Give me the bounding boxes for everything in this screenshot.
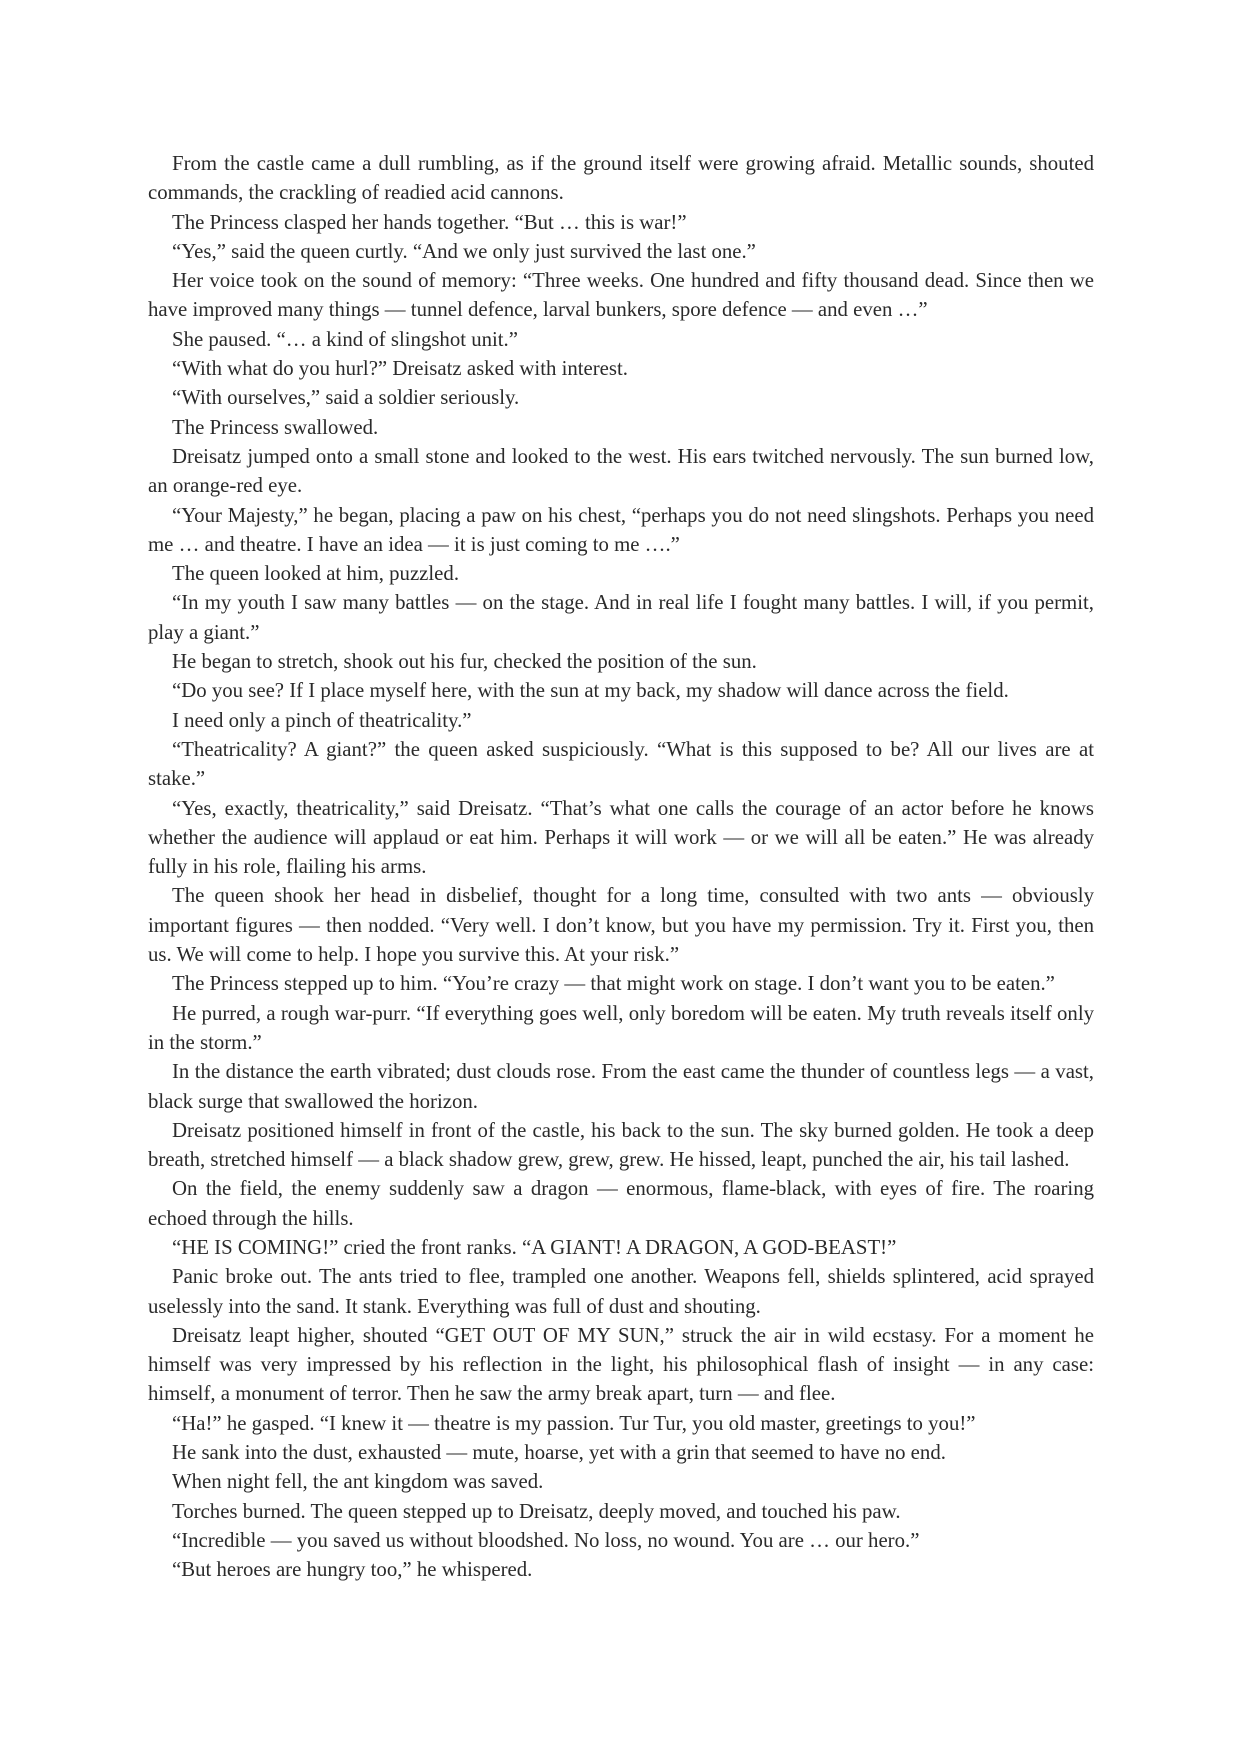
paragraph: When night fell, the ant kingdom was saved.	[172, 1470, 544, 1494]
page-body	[148, 149, 1094, 1585]
paragraph: “Yes,” said the queen curtly. “And we only just survived the last one.”	[172, 239, 756, 263]
paragraph: From the castle came a dull rumbling, as if the ground itself were growing afraid. Metallic sounds, shouted commands, the crackling of readied acid cannons.	[148, 152, 1094, 205]
paragraph: The Princess clasped her hands together. “But … this is war!”	[172, 210, 687, 234]
paragraph: Dreisatz leapt higher, shouted “GET OUT OF MY SUN,” struck the air in wild ecstasy. For a moment he himself was very impressed by his reflection in the light, his philosophical flash of insight — in any case: himself, a monument of terror. Then he saw the army break apart, turn — and flee.	[148, 1323, 1094, 1406]
paragraph: The queen shook her head in disbelief, thought for a long time, consulted with two ants — obviously important figures — then nodded. “Very well. I don’t know, but you have my permission. Try it. First you, then us. We will come to help. I hope you survive this. At your risk.”	[148, 884, 1094, 967]
paragraph: He purred, a rough war-purr. “If everything goes well, only boredom will be eaten. My truth reveals itself only in the storm.”	[148, 1001, 1094, 1054]
paragraph: “But heroes are hungry too,” he whispered.	[172, 1558, 533, 1582]
paragraph: “With what do you hurl?” Dreisatz asked with interest.	[172, 357, 628, 381]
paragraph: Dreisatz jumped onto a small stone and looked to the west. His ears twitched nervously. The sun burned low, an orange-red eye.	[148, 444, 1094, 498]
paragraph: “HE IS COMING!” cried the front ranks. “A GIANT! A DRAGON, A GOD-BEAST!”	[172, 1235, 897, 1259]
paragraph: I need only a pinch of theatricality.”	[172, 708, 472, 732]
paragraph: “Your Majesty,” he began, placing a paw on his chest, “perhaps you do not need slingshots. Perhaps you need me … and theatre. I have an idea — it is just coming to me ….”	[148, 503, 1094, 556]
paragraph: The queen looked at him, puzzled.	[172, 562, 460, 586]
paragraph: “Theatricality? A giant?” the queen asked suspiciously. “What is this supposed to be? All our lives are at stake.”	[148, 737, 1094, 791]
paragraph: She paused. “… a kind of slingshot unit.”	[172, 327, 518, 351]
paragraph: “In my youth I saw many battles — on the stage. And in real life I fought many battles. I will, if you permit, play a giant.”	[148, 591, 1094, 644]
paragraph: Torches burned. The queen stepped up to Dreisatz, deeply moved, and touched his paw.	[172, 1499, 901, 1523]
paragraph: “Yes, exactly, theatricality,” said Dreisatz. “That’s what one calls the courage of an actor before he knows whether the audience will applaud or eat him. Perhaps it will work — or we will all be eaten.” He was already fully in his role, flailing his arms.	[148, 796, 1094, 879]
paragraph: In the distance the earth vibrated; dust clouds rose. From the east came the thunder of countless legs — a vast, black surge that swallowed the horizon.	[148, 1060, 1094, 1113]
paragraph: The Princess stepped up to him. “You’re crazy — that might work on stage. I don’t want you to be eaten.”	[172, 972, 1055, 996]
paragraph: Panic broke out. The ants tried to flee, trampled one another. Weapons fell, shields splintered, acid sprayed uselessly into the sand. It stank. Everything was full of dust and shouting.	[148, 1265, 1094, 1318]
paragraph: He began to stretch, shook out his fur, checked the position of the sun.	[172, 650, 757, 674]
paragraph: “With ourselves,” said a soldier seriously.	[172, 386, 520, 410]
paragraph: “Do you see? If I place myself here, with the sun at my back, my shadow will dance across the field.	[172, 679, 1009, 703]
paragraph: Her voice took on the sound of memory: “Three weeks. One hundred and fifty thousand dead. Since then we have improved many things — tunnel defence, larval bunkers, spore defence — and even …”	[148, 269, 1094, 322]
paragraph: He sank into the dust, exhausted — mute, hoarse, yet with a grin that seemed to have no end.	[172, 1441, 946, 1465]
paragraph: Dreisatz positioned himself in front of the castle, his back to the sun. The sky burned golden. He took a deep breath, stretched himself — a black shadow grew, grew, grew. He hissed, leapt, punched the air, his tail lashed.	[148, 1118, 1094, 1172]
paragraph: The Princess swallowed.	[172, 415, 379, 439]
paragraph: “Ha!” he gasped. “I knew it — theatre is my passion. Tur Tur, you old master, greetings to you!”	[172, 1411, 976, 1435]
paragraph: “Incredible — you saved us without bloodshed. No loss, no wound. You are … our hero.”	[172, 1528, 920, 1552]
paragraph: On the field, the enemy suddenly saw a dragon — enormous, flame-black, with eyes of fire. The roaring echoed through the hills.	[148, 1177, 1094, 1230]
